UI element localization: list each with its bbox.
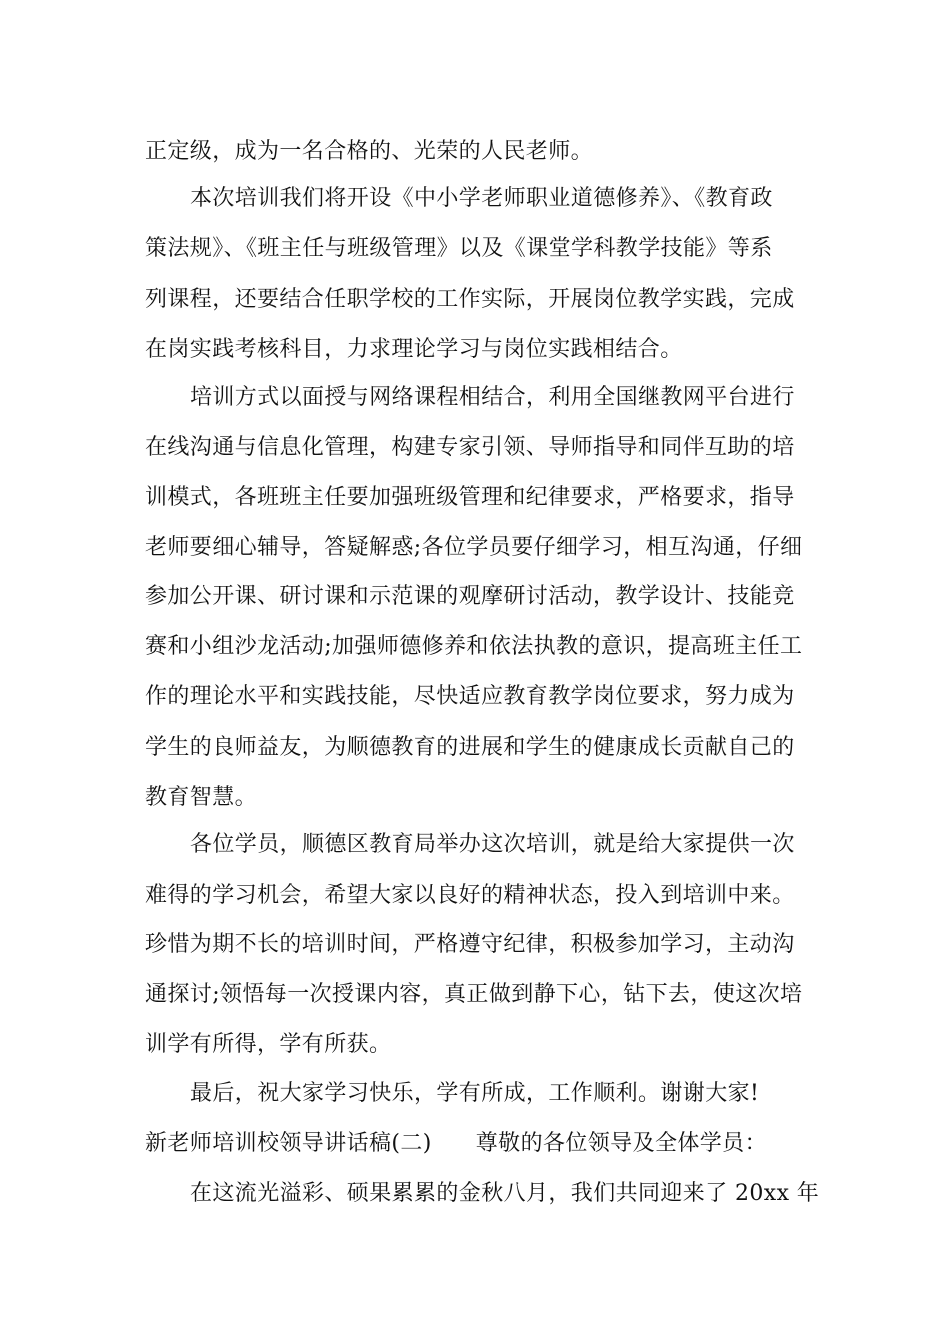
section-heading-line — [0, 1129, 950, 1159]
text-line: 在岗实践考核科目，力求理论学习与岗位实践相结合。 — [145, 337, 683, 362]
text-line: 在这流光溢彩、硕果累累的金秋八月，我们共同迎来了 20xx 年 — [190, 1181, 820, 1206]
text-line: 策法规》、《班主任与班级管理》以及《课堂学科教学技能》等系 — [145, 236, 773, 261]
text-line: 参加公开课、研讨课和示范课的观摩研讨活动，教学设计、技能竞 — [145, 584, 795, 609]
text-line: 培训方式以面授与网络课程相结合，利用全国继教网平台进行 — [190, 385, 795, 410]
section-title: 新老师培训校领导讲话稿(二) — [145, 1131, 432, 1156]
text-line: 难得的学习机会，希望大家以良好的精神状态，投入到培训中来。 — [145, 883, 795, 908]
text-line: 学生的良师益友，为顺德教育的进展和学生的健康成长贡献自己的 — [145, 735, 795, 760]
text-line: 训模式，各班班主任要加强班级管理和纪律要求，严格要求，指导 — [145, 485, 795, 510]
text-line: 教育智慧。 — [145, 785, 258, 810]
text-line: 赛和小组沙龙活动;加强师德修养和依法执教的意识，提高班主任工 — [145, 634, 803, 659]
text-line: 老师要细心辅导，答疑解惑;各位学员要仔细学习，相互沟通，仔细 — [145, 535, 803, 560]
text-line: 作的理论水平和实践技能，尽快适应教育教学岗位要求，努力成为 — [145, 684, 795, 709]
text-line: 在线沟通与信息化管理，构建专家引领、导师指导和同伴互助的培 — [145, 435, 795, 460]
text-line: 列课程，还要结合任职学校的工作实际，开展岗位教学实践，完成 — [145, 287, 795, 312]
text-line: 最后，祝大家学习快乐，学有所成，工作顺利。谢谢大家! — [190, 1081, 760, 1106]
salutation: 尊敬的各位领导及全体学员： — [475, 1131, 767, 1156]
text-line: 正定级，成为一名合格的、光荣的人民老师。 — [145, 139, 594, 164]
text-line: 通探讨;领悟每一次授课内容，真正做到静下心，钻下去，使这次培 — [145, 982, 803, 1007]
text-line: 各位学员，顺德区教育局举办这次培训，就是给大家提供一次 — [190, 832, 795, 857]
text-line: 本次培训我们将开设《中小学老师职业道德修养》、《教育政 — [190, 186, 773, 211]
text-line: 珍惜为期不长的培训时间，严格遵守纪律，积极参加学习，主动沟 — [145, 932, 795, 957]
text-line: 训学有所得，学有所获。 — [145, 1032, 392, 1057]
